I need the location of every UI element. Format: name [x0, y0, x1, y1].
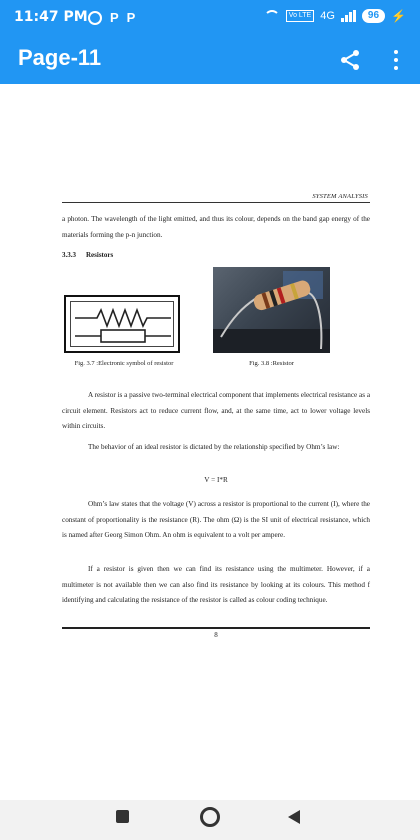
resistor-definition-paragraph: A resistor is a passive two-terminal electrical component that implements electrical resistance as a circuit element. Resistors act to reduce current flow, and, at the same time, act to lower voltage levels within circuits.: [62, 391, 371, 430]
more-vert-icon[interactable]: [388, 48, 404, 72]
navigation-bar: [0, 800, 420, 840]
signal-icon: [341, 10, 356, 22]
status-bar: [0, 0, 420, 36]
ohms-law-intro-paragraph: The behavior of an ideal resistor is dictated by the relationship specified by Ohm’s law:: [88, 443, 340, 451]
p-icon: P: [126, 10, 136, 25]
battery-icon: 96: [362, 9, 385, 23]
network-type: 4G: [320, 10, 335, 22]
system-status-icons: [264, 9, 406, 23]
figure-caption-3-8: Fig. 3.8 :Resistor: [249, 360, 294, 367]
ohms-law-paragraph: Ohm’s law states that the voltage (V) across a resistor is proportional to the current (I), where the constant of proportionality is the resistance (R). The ohm (Ω) is the SI unit of electrical resistance, which is named after Georg Simon Ohm. An ohm is equivalent to a volt per ampere.: [62, 500, 370, 539]
resistor-symbol-figure: [64, 295, 180, 353]
back-icon[interactable]: [288, 810, 300, 824]
header-rule: [62, 202, 370, 203]
app-bar: [0, 36, 420, 84]
wifi-icon: [264, 10, 280, 22]
recent-apps-icon[interactable]: [116, 810, 129, 823]
section-title: Resistors: [86, 251, 114, 259]
ohms-law-formula: V = I*R: [204, 476, 228, 484]
section-number: 3.3.3: [62, 251, 76, 259]
page-title: Page-11: [18, 45, 102, 70]
resistor-photo: [213, 267, 330, 353]
page-number: 8: [214, 631, 218, 639]
home-icon[interactable]: [200, 807, 220, 827]
footer-rule: [62, 627, 370, 629]
page-header: SYSTEM ANALYSIS: [312, 193, 368, 200]
figure-caption-3-7: Fig. 3.7 :Electronic symbol of resistor: [74, 360, 174, 367]
colour-coding-paragraph: If a resistor is given then we can find its resistance using the multimeter. However, if a multimeter is not available then we can also find its resistance by looking at its colours. This method f identifying and calculating the resistance of the resistor is called as colour coding technique.: [62, 565, 370, 604]
resistor-photo-drawing: [213, 267, 330, 353]
section-heading: [62, 251, 113, 259]
p-icon: P: [110, 10, 119, 25]
lightning-icon: ⚡: [391, 9, 406, 23]
volte-badge: Vo LTE: [286, 10, 314, 22]
notification-icons: [88, 10, 135, 26]
status-time: 11:47 PM: [14, 9, 88, 25]
share-icon[interactable]: [338, 48, 362, 72]
resistor-symbol-drawing: [71, 302, 175, 349]
document-viewer[interactable]: [0, 84, 420, 800]
intro-paragraph: a photon. The wavelength of the light emitted, and thus its colour, depends on the band gap energy of the materials forming the p-n junction.: [62, 215, 370, 239]
document-page: [0, 84, 420, 800]
alarm-icon: [88, 11, 102, 25]
